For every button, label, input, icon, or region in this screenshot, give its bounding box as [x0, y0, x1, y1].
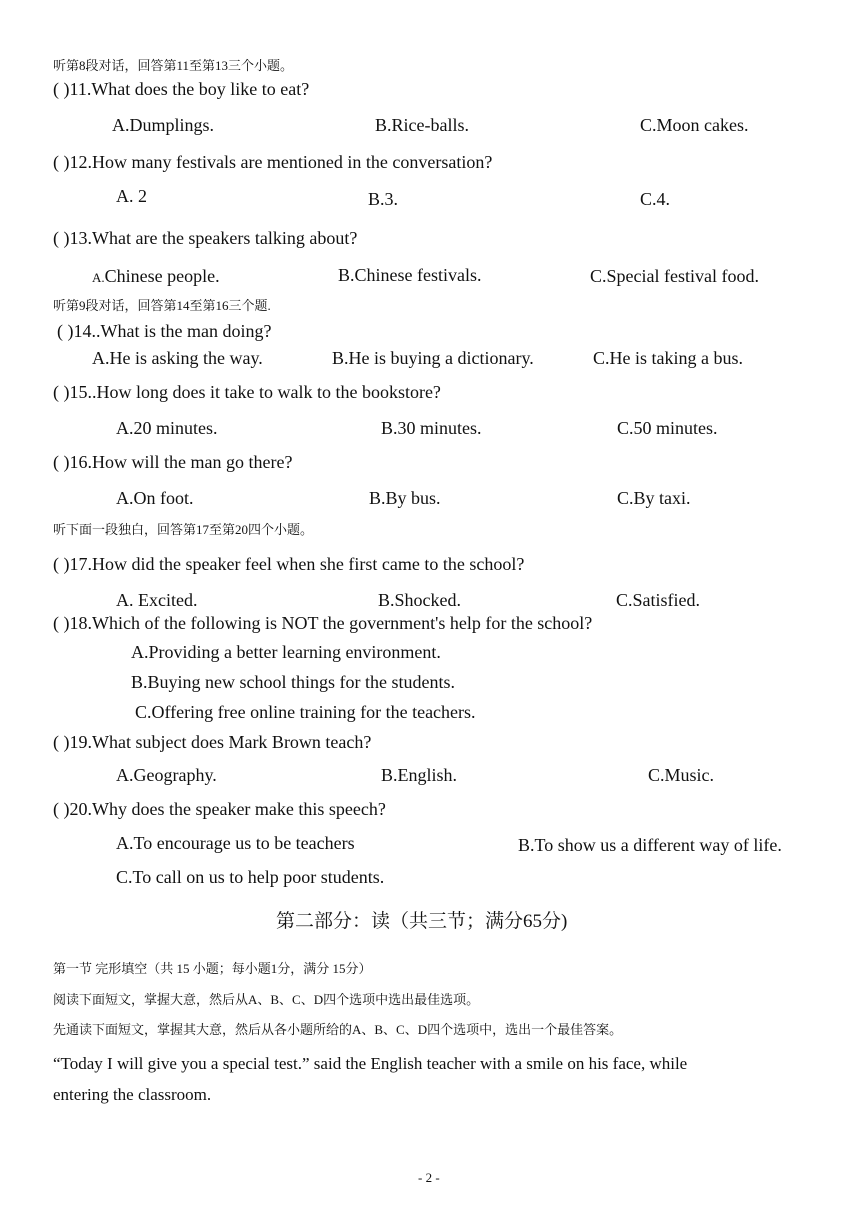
question-19-option-c: C.Music. [648, 765, 715, 785]
question-11-option-c: C.Moon cakes. [640, 115, 749, 135]
page-number: - 2 - [418, 1170, 440, 1185]
question-17-option-a: A. Excited. [116, 590, 198, 610]
option-a-prefix: A. [92, 270, 105, 285]
question-20-option-a: A.To encourage us to be teachers [116, 833, 355, 853]
section-9-instruction: 听第9段对话，回答第14至第16三个题. [53, 298, 271, 313]
option-a-text: Chinese people. [104, 266, 220, 286]
question-13-stem: ( )13.What are the speakers talking about? [53, 228, 358, 248]
question-18-option-c: C.Offering free online training for the teachers. [135, 702, 476, 722]
question-14-option-a: A.He is asking the way. [92, 348, 263, 368]
question-19-stem: ( )19.What subject does Mark Brown teach? [53, 732, 372, 752]
question-11-option-b: B.Rice-balls. [375, 115, 469, 135]
question-16-option-b: B.By bus. [369, 488, 441, 508]
question-20-option-c: C.To call on us to help poor students. [116, 867, 385, 887]
part-2-heading: 第二部分：读（共三节；满分65分) [276, 911, 568, 932]
passage-line-2: entering the classroom. [53, 1085, 212, 1104]
section-8-instruction: 听第8段对话，回答第11至第13三个小题。 [53, 58, 294, 73]
question-14-option-b: B.He is buying a dictionary. [332, 348, 534, 368]
cloze-instruction-2: 先通读下面短文，掌握其大意，然后从各小题所给的A、B、C、D四个选项中，选出一个最佳答案。 [53, 1022, 623, 1037]
question-12-option-c: C.4. [640, 189, 671, 209]
question-12-stem: ( )12.How many festivals are mentioned in the conversation? [53, 152, 493, 172]
question-15-option-c: C.50 minutes. [617, 418, 718, 438]
question-15-stem: ( )15..How long does it take to walk to the bookstore? [53, 382, 441, 402]
monologue-instruction: 听下面一段独白，回答第17至第20四个小题。 [53, 522, 314, 537]
question-18-option-a: A.Providing a better learning environment. [131, 642, 441, 662]
question-18-stem: ( )18.Which of the following is NOT the government's help for the school? [53, 613, 593, 633]
passage-line-1: “Today I will give you a special test.” said the English teacher with a smile on his face, while [53, 1054, 688, 1073]
cloze-section-title: 第一节 完形填空（共 15 小题；每小题1分，满分 15分） [53, 961, 372, 976]
question-17-option-c: C.Satisfied. [616, 590, 700, 610]
question-16-stem: ( )16.How will the man go there? [53, 452, 293, 472]
question-15-option-b: B.30 minutes. [381, 418, 482, 438]
question-16-option-a: A.On foot. [116, 488, 194, 508]
question-20-option-b: B.To show us a different way of life. [518, 835, 782, 855]
question-14-stem: ( )14..What is the man doing? [57, 321, 272, 341]
question-13-option-c: C.Special festival food. [590, 266, 759, 286]
question-12-option-b: B.3. [368, 189, 399, 209]
question-17-option-b: B.Shocked. [378, 590, 461, 610]
question-13-option-a [92, 265, 220, 289]
question-12-option-a: A. 2 [116, 186, 147, 206]
question-19-option-a: A.Geography. [116, 765, 217, 785]
question-11-option-a: A.Dumplings. [112, 115, 215, 135]
question-19-option-b: B.English. [381, 765, 458, 785]
cloze-instruction-1: 阅读下面短文，掌握大意，然后从A、B、C、D四个选项中选出最佳选项。 [53, 992, 480, 1007]
question-11-stem: ( )11.What does the boy like to eat? [53, 79, 310, 99]
question-13-option-b: B.Chinese festivals. [338, 265, 482, 285]
question-17-stem: ( )17.How did the speaker feel when she first came to the school? [53, 554, 525, 574]
question-16-option-c: C.By taxi. [617, 488, 691, 508]
question-15-option-a: A.20 minutes. [116, 418, 218, 438]
question-18-option-b: B.Buying new school things for the students. [131, 672, 455, 692]
question-14-option-c: C.He is taking a bus. [593, 348, 743, 368]
question-20-stem: ( )20.Why does the speaker make this speech? [53, 799, 386, 819]
